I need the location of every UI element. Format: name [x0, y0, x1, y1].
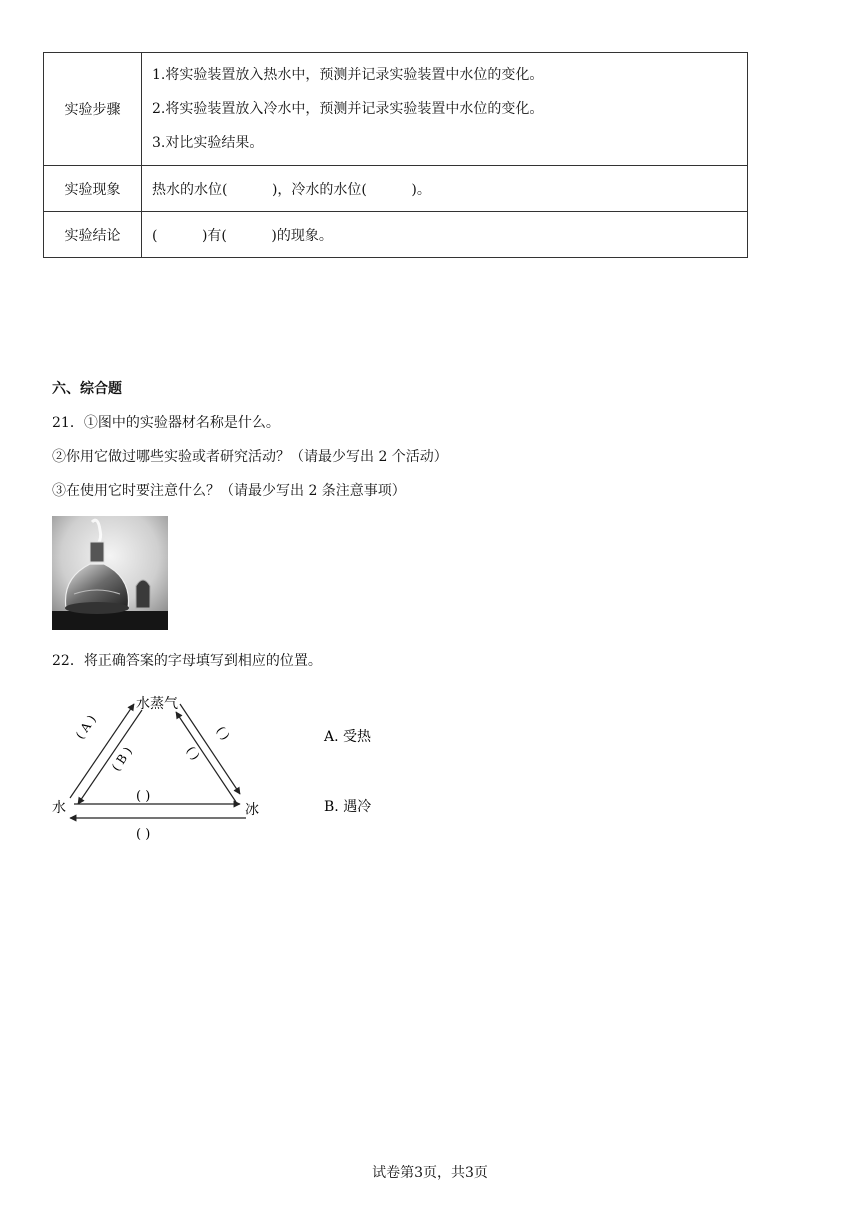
step-line: 3.对比实验结果。 — [152, 135, 264, 151]
table-row — [44, 166, 748, 212]
question-21-line-2: ②你用它做过哪些实验或者研究活动？（请最少写出 2 个活动） — [52, 449, 448, 465]
option-a: A. 受热 — [324, 729, 372, 745]
blank-right-inner: ( ) — [183, 743, 203, 763]
step-line: 1.将实验装置放入热水中，预测并记录实验装置中水位的变化。 — [152, 67, 544, 83]
steps-cell — [142, 53, 748, 166]
question-22-prompt: 22．将正确答案的字母填写到相应的位置。 — [52, 653, 322, 669]
node-vapor: 水蒸气 — [136, 696, 178, 712]
blank-right-outer: ( ) — [213, 723, 233, 743]
blank-bottom-inner: ( ) — [136, 789, 151, 804]
question-21-line-3: ③在使用它时要注意什么？（请最少写出 2 条注意事项） — [52, 483, 406, 499]
experiment-table — [43, 52, 748, 258]
blank-left-inner: ( B ) — [108, 744, 135, 774]
section-title: 六、综合题 — [52, 381, 122, 397]
step-line: 2.将实验装置放入冷水中，预测并记录实验装置中水位的变化。 — [152, 101, 544, 117]
blank-bottom-outer: ( ) — [136, 827, 151, 842]
water-state-diagram — [40, 690, 400, 850]
page-footer: 试卷第3页，共3页 — [372, 1165, 488, 1181]
alcohol-lamp-photo — [52, 516, 168, 630]
row-header: 实验结论 — [44, 212, 142, 258]
option-b: B. 遇冷 — [324, 799, 372, 815]
conclusion-cell: ( )有( )的现象。 — [142, 212, 748, 258]
row-header: 实验现象 — [44, 166, 142, 212]
phenomenon-cell: 热水的水位( )，冷水的水位( )。 — [142, 166, 748, 212]
table-row — [44, 212, 748, 258]
node-ice: 冰 — [245, 802, 259, 818]
node-water: 水 — [52, 800, 66, 816]
row-header: 实验步骤 — [44, 53, 142, 166]
question-21-line-1: 21．①图中的实验器材名称是什么。 — [52, 415, 280, 431]
table-row — [44, 53, 748, 166]
blank-left-outer: ( A ) — [72, 712, 99, 742]
